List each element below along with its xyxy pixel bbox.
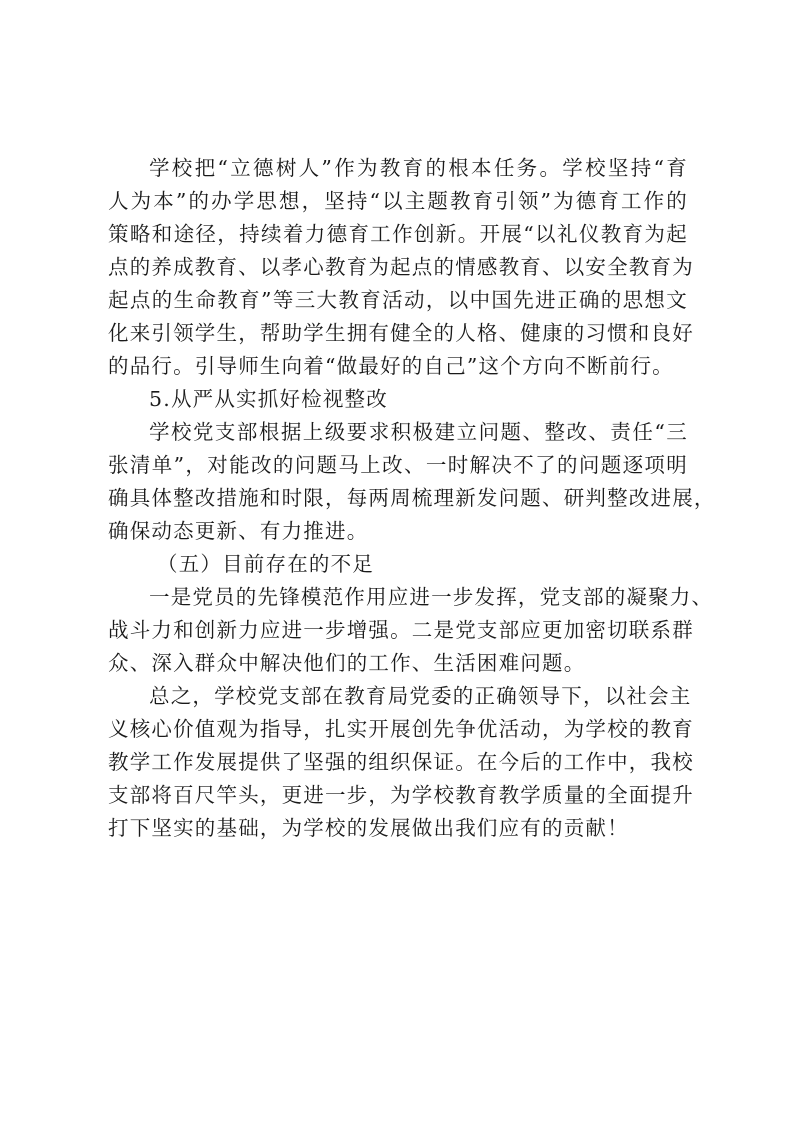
paragraph-line: 教学工作发展提供了坚强的组织保证。在今后的工作中，我校 — [108, 750, 694, 774]
heading-shortcomings: （五）目前存在的不足 — [157, 552, 374, 576]
paragraph-line: 一是党员的先锋模范作用应进一步发挥，党支部的凝聚力、 — [149, 585, 714, 609]
document-body — [108, 152, 716, 845]
paragraph-line: 学校把“立德树人”作为教育的根本任务。学校坚持“育 — [149, 156, 688, 180]
paragraph-line: 人为本”的办学思想，坚持“以主题教育引领”为德育工作的 — [108, 189, 688, 213]
paragraph-line: 张清单”，对能改的问题马上改、一时解决不了的问题逐项明 — [108, 453, 688, 477]
paragraph-rectification — [108, 416, 716, 548]
paragraph-line: 义核心价值观为指导，扎实开展创先争优活动，为学校的教育 — [108, 717, 694, 741]
paragraph-line: 确保动态更新、有力推进。 — [108, 519, 369, 543]
paragraph-line: 化来引领学生，帮助学生拥有健全的人格、健康的习惯和良好 — [108, 321, 694, 345]
paragraph-line: 点的养成教育、以孝心教育为起点的情感教育、以安全教育为 — [108, 255, 694, 279]
paragraph-line: 学校党支部根据上级要求积极建立问题、整改、责任“三 — [149, 420, 688, 444]
paragraph-moral-education — [108, 152, 694, 383]
paragraph-line: 战斗力和创新力应进一步增强。二是党支部应更加密切联系群 — [108, 618, 694, 642]
heading-rectification: 5.从严从实抓好检视整改 — [149, 387, 388, 411]
paragraph-line: 确具体整改措施和时限，每两周梳理新发问题、研判整改进展， — [108, 486, 716, 510]
paragraph-line: 总之，学校党支部在教育局党委的正确领导下，以社会主 — [149, 684, 692, 708]
paragraph-line: 的品行。引导师生向着“做最好的自己”这个方向不断前行。 — [108, 354, 674, 378]
paragraph-line: 策略和途径，持续着力德育工作创新。开展“以礼仪教育为起 — [108, 222, 688, 246]
paragraph-line: 打下坚实的基础，为学校的发展做出我们应有的贡献！ — [108, 816, 629, 840]
paragraph-line: 支部将百尺竿头，更进一步，为学校教育教学质量的全面提升 — [108, 783, 694, 807]
paragraph-shortcomings — [108, 581, 714, 680]
paragraph-line: 起点的生命教育”等三大教育活动，以中国先进正确的思想文 — [108, 288, 688, 312]
paragraph-line: 众、深入群众中解决他们的工作、生活困难问题。 — [108, 651, 586, 675]
paragraph-conclusion — [108, 680, 694, 845]
